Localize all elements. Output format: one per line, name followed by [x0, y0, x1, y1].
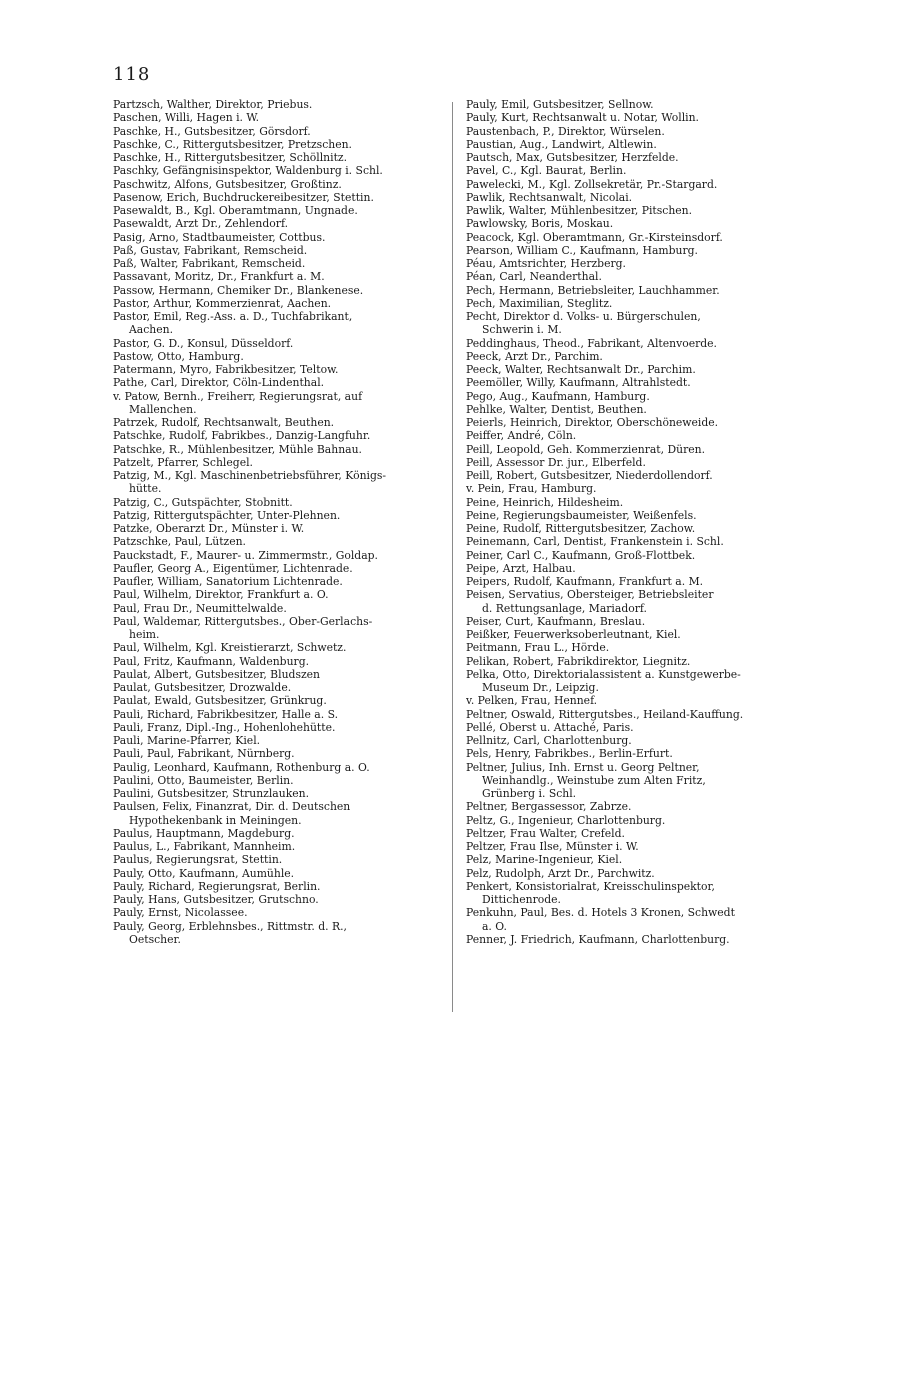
- directory-entry: Pauly, Ernst, Nicolassee.: [113, 906, 248, 920]
- directory-entry: Pech, Maximilian, Steglitz.: [466, 296, 613, 310]
- directory-entry: Paß, Gustav, Fabrikant, Remscheid.: [113, 243, 308, 257]
- directory-entry: d. Rettungsanlage, Mariadorf.: [482, 601, 647, 615]
- directory-entry: v. Pelken, Frau, Hennef.: [466, 694, 598, 708]
- directory-entry: Pasewaldt, B., Kgl. Oberamtmann, Ungnade.: [113, 204, 358, 217]
- directory-entry: Pauli, Richard, Fabrikbesitzer, Halle a. S.: [113, 707, 339, 721]
- directory-entry: Peine, Heinrich, Hildesheim.: [466, 495, 624, 509]
- directory-entry: Paul, Waldemar, Rittergutsbes., Ober-Gerlachs-: [113, 614, 373, 628]
- directory-entry: Penner, J. Friedrich, Kaufmann, Charlottenburg.: [466, 932, 730, 946]
- directory-entry: Pauly, Richard, Regierungsrat, Berlin.: [113, 879, 321, 893]
- directory-entry: Patzig, M., Kgl. Maschinenbetriebsführer, Königs-: [113, 469, 387, 482]
- directory-entry: Peitmann, Frau L., Hörde.: [466, 641, 610, 655]
- directory-entry: Pauli, Marine-Pfarrer, Kiel.: [113, 734, 261, 747]
- directory-entry: Oetscher.: [129, 932, 181, 946]
- directory-entry: Paul, Frau Dr., Neumittelwalde.: [113, 601, 287, 615]
- directory-entry: Mallenchen.: [129, 402, 197, 416]
- directory-entry: Peisen, Servatius, Obersteiger, Betriebsleiter: [466, 588, 714, 602]
- directory-entry: Grünberg i. Schl.: [482, 787, 577, 800]
- directory-entry: Paufler, William, Sanatorium Lichtenrade.: [113, 575, 343, 588]
- directory-entry: Peltzer, Frau Walter, Crefeld.: [466, 826, 625, 840]
- directory-entry: Peeck, Arzt Dr., Parchim.: [466, 349, 603, 363]
- directory-entry: hütte.: [129, 482, 162, 496]
- directory-entry: Pauly, Kurt, Rechtsanwalt u. Notar, Wollin.: [466, 111, 699, 125]
- directory-entry: Pauly, Emil, Gutsbesitzer, Sellnow.: [466, 98, 654, 111]
- directory-entry: a. O.: [482, 919, 507, 933]
- directory-entry: Paschky, Gefängnisinspektor, Waldenburg i. Schl.: [113, 164, 383, 178]
- directory-entry: Pawelecki, M., Kgl. Zollsekretär, Pr.-Stargard.: [466, 177, 718, 191]
- directory-entry: Péan, Carl, Neanderthal.: [466, 270, 602, 284]
- directory-entry: Paschke, H., Gutsbesitzer, Görsdorf.: [113, 124, 311, 138]
- directory-entry: Pasewaldt, Arzt Dr., Zehlendorf.: [113, 217, 288, 231]
- directory-entry: Pauckstadt, F., Maurer- u. Zimmermstr., Goldap.: [113, 548, 378, 562]
- directory-entry: v. Patow, Bernh., Freiherr, Regierungsrat, auf: [113, 389, 363, 403]
- directory-entry: Peltzer, Frau Ilse, Münster i. W.: [466, 840, 639, 853]
- directory-entry: Pautsch, Max, Gutsbesitzer, Herzfelde.: [466, 151, 679, 164]
- directory-entry: Pawlowsky, Boris, Moskau.: [466, 217, 614, 231]
- directory-entry: Peemöller, Willy, Kaufmann, Altrahlstedt.: [466, 376, 691, 390]
- directory-entry: Passow, Hermann, Chemiker Dr., Blankenese.: [113, 283, 364, 297]
- directory-entry: Paulsen, Felix, Finanzrat, Dir. d. Deutschen: [113, 800, 351, 814]
- directory-entry: Peill, Assessor Dr. jur., Elberfeld.: [466, 455, 646, 469]
- directory-entry: Patzke, Oberarzt Dr., Münster i. W.: [113, 522, 305, 535]
- directory-entry: Patzelt, Pfarrer, Schlegel.: [113, 455, 253, 469]
- directory-entry: Peine, Regierungsbaumeister, Weißenfels.: [466, 508, 697, 522]
- directory-entry: Pearson, William C., Kaufmann, Hamburg.: [466, 243, 698, 257]
- directory-entry: Pastor, Arthur, Kommerzienrat, Aachen.: [113, 296, 332, 310]
- directory-entry: Pauli, Paul, Fabrikant, Nürnberg.: [113, 747, 295, 761]
- directory-entry: Patzschke, Paul, Lützen.: [113, 535, 246, 549]
- directory-entry: Peipers, Rudolf, Kaufmann, Frankfurt a. M.: [466, 575, 704, 588]
- directory-entry: Paulat, Gutsbesitzer, Drozwalde.: [113, 681, 292, 694]
- directory-entry: Paulus, L., Fabrikant, Mannheim.: [113, 840, 296, 853]
- directory-entry: Pelz, Rudolph, Arzt Dr., Parchwitz.: [466, 866, 655, 880]
- directory-entry: Pehlke, Walter, Dentist, Beuthen.: [466, 402, 647, 416]
- directory-entry: Peiner, Carl C., Kaufmann, Groß-Flottbek.: [466, 548, 696, 562]
- directory-entry: Pellnitz, Carl, Charlottenburg.: [466, 734, 632, 747]
- directory-entry: Penkuhn, Paul, Bes. d. Hotels 3 Kronen, Schwedt: [466, 906, 735, 920]
- directory-entry: Hypothekenbank in Meiningen.: [129, 813, 302, 827]
- directory-entry: Patrzek, Rudolf, Rechtsanwalt, Beuthen.: [113, 416, 335, 429]
- directory-entry: Peltner, Julius, Inh. Ernst u. Georg Peltner,: [466, 760, 700, 774]
- directory-entry: Patschke, R., Mühlenbesitzer, Mühle Bahnau.: [113, 442, 362, 456]
- directory-entry: Patzig, C., Gutspächter, Stobnitt.: [113, 495, 293, 509]
- directory-entry: Pellé, Oberst u. Attaché, Paris.: [466, 720, 634, 734]
- directory-entry: Schwerin i. M.: [482, 323, 562, 337]
- directory-entry: Pauli, Franz, Dipl.-Ing., Hohenlohehütte.: [113, 720, 336, 734]
- directory-entry: Paschke, C., Rittergutsbesitzer, Pretzschen.: [113, 137, 352, 151]
- directory-entry: Pasenow, Erich, Buchdruckereibesitzer, Stettin.: [113, 190, 374, 204]
- directory-entry: Museum Dr., Leipzig.: [482, 681, 599, 694]
- directory-entry: heim.: [129, 628, 160, 641]
- directory-entry: Peiffer, André, Cöln.: [466, 429, 577, 443]
- page-number: 118: [113, 64, 151, 85]
- directory-entry: Pastor, G. D., Konsul, Düsseldorf.: [113, 336, 294, 350]
- directory-entry: Pelikan, Robert, Fabrikdirektor, Liegnitz.: [466, 654, 691, 668]
- directory-entry: Passavant, Moritz, Dr., Frankfurt a. M.: [113, 270, 325, 284]
- directory-entry: Paulini, Otto, Baumeister, Berlin.: [113, 773, 294, 787]
- directory-entry: Pels, Henry, Fabrikbes., Berlin-Erfurt.: [466, 747, 673, 761]
- directory-entry: Peiser, Curt, Kaufmann, Breslau.: [466, 614, 646, 628]
- directory-entry: Paulat, Albert, Gutsbesitzer, Bludszen: [113, 667, 321, 681]
- directory-entry: Paschwitz, Alfons, Gutsbesitzer, Großtinz.: [113, 177, 342, 191]
- directory-entry: Peill, Robert, Gutsbesitzer, Niederdollendorf.: [466, 469, 713, 482]
- directory-entry: Peltner, Oswald, Rittergutsbes., Heiland-Kauffung.: [466, 707, 744, 721]
- directory-entry: Paulus, Regierungsrat, Stettin.: [113, 853, 283, 867]
- directory-entry: Paulus, Hauptmann, Magdeburg.: [113, 826, 295, 840]
- directory-entry: Paufler, Georg A., Eigentümer, Lichtenrade.: [113, 561, 353, 575]
- directory-entry: Pavel, C., Kgl. Baurat, Berlin.: [466, 164, 627, 178]
- directory-entry: Peddinghaus, Theod., Fabrikant, Altenvoerde.: [466, 336, 717, 350]
- directory-entry: Paul, Fritz, Kaufmann, Waldenburg.: [113, 654, 310, 668]
- column-divider: [452, 102, 453, 1012]
- directory-entry: Paulig, Leonhard, Kaufmann, Rothenburg a. O.: [113, 760, 370, 774]
- directory-entry: v. Pein, Frau, Hamburg.: [466, 482, 597, 496]
- directory-entry: Peine, Rudolf, Rittergutsbesitzer, Zachow.: [466, 522, 696, 535]
- directory-entry: Paschke, H., Rittergutsbesitzer, Schöllnitz.: [113, 151, 348, 164]
- directory-entry: Péau, Amtsrichter, Herzberg.: [466, 257, 626, 270]
- directory-entry: Peinemann, Carl, Dentist, Frankenstein i. Schl.: [466, 535, 724, 549]
- directory-entry: Peeck, Walter, Rechtsanwalt Dr., Parchim.: [466, 363, 696, 376]
- directory-entry: Dittichenrode.: [482, 893, 561, 906]
- directory-entry: Paustenbach, P., Direktor, Würselen.: [466, 124, 665, 138]
- directory-entry: Pelka, Otto, Direktorialassistent a. Kunstgewerbe-: [466, 667, 741, 681]
- directory-entry: Paul, Wilhelm, Direktor, Frankfurt a. O.: [113, 588, 329, 602]
- directory-entry: Paul, Wilhelm, Kgl. Kreistierarzt, Schwetz.: [113, 641, 347, 655]
- directory-entry: Patermann, Myro, Fabrikbesitzer, Teltow.: [113, 363, 339, 376]
- directory-entry: Pech, Hermann, Betriebsleiter, Lauchhammer.: [466, 283, 720, 297]
- directory-entry: Partzsch, Walther, Direktor, Priebus.: [113, 98, 313, 111]
- directory-entry: Peipe, Arzt, Halbau.: [466, 561, 576, 575]
- directory-entry: Weinhandlg., Weinstube zum Alten Fritz,: [482, 773, 706, 787]
- directory-entry: Pastow, Otto, Hamburg.: [113, 349, 244, 363]
- directory-entry: Pauly, Otto, Kaufmann, Aumühle.: [113, 866, 295, 880]
- directory-entry: Pauly, Hans, Gutsbesitzer, Grutschno.: [113, 893, 319, 906]
- directory-entry: Pauly, Georg, Erblehnsbes., Rittmstr. d. R.,: [113, 919, 347, 933]
- directory-entry: Paß, Walter, Fabrikant, Remscheid.: [113, 257, 306, 270]
- directory-entry: Patschke, Rudolf, Fabrikbes., Danzig-Langfuhr.: [113, 429, 371, 443]
- directory-entry: Paschen, Willi, Hagen i. W.: [113, 111, 260, 125]
- directory-entry: Pastor, Emil, Reg.-Ass. a. D., Tuchfabrikant,: [113, 310, 353, 323]
- directory-entry: Peill, Leopold, Geh. Kommerzienrat, Düren.: [466, 442, 706, 456]
- directory-entry: Pathe, Carl, Direktor, Cöln-Lindenthal.: [113, 376, 325, 390]
- directory-entry: Paulat, Ewald, Gutsbesitzer, Grünkrug.: [113, 694, 327, 708]
- directory-entry: Peltz, G., Ingenieur, Charlottenburg.: [466, 813, 666, 827]
- directory-entry: Pasig, Arno, Stadtbaumeister, Cottbus.: [113, 230, 326, 244]
- directory-entry: Peierls, Heinrich, Direktor, Oberschöneweide.: [466, 416, 719, 429]
- directory-entry: Pego, Aug., Kaufmann, Hamburg.: [466, 389, 650, 403]
- directory-entry: Peacock, Kgl. Oberamtmann, Gr.-Kirsteinsdorf.: [466, 230, 723, 244]
- directory-entry: Pelz, Marine-Ingenieur, Kiel.: [466, 853, 623, 867]
- directory-entry: Pawlik, Rechtsanwalt, Nicolai.: [466, 190, 633, 204]
- left-column: [113, 98, 449, 946]
- directory-entry: Paulini, Gutsbesitzer, Strunzlauken.: [113, 787, 310, 800]
- directory-entry: Aachen.: [129, 323, 174, 337]
- directory-entry: Peißker, Feuerwerksoberleutnant, Kiel.: [466, 628, 681, 641]
- directory-entry: Penkert, Konsistorialrat, Kreisschulinspektor,: [466, 879, 715, 893]
- directory-entry: Paustian, Aug., Landwirt, Altlewin.: [466, 137, 657, 151]
- right-column: [466, 98, 806, 946]
- directory-entry: Peltner, Bergassessor, Zabrze.: [466, 800, 632, 814]
- directory-entry: Pawlik, Walter, Mühlenbesitzer, Pitschen.: [466, 204, 693, 217]
- directory-entry: Patzig, Rittergutspächter, Unter-Plehnen.: [113, 508, 341, 522]
- directory-entry: Pecht, Direktor d. Volks- u. Bürgerschulen,: [466, 310, 701, 323]
